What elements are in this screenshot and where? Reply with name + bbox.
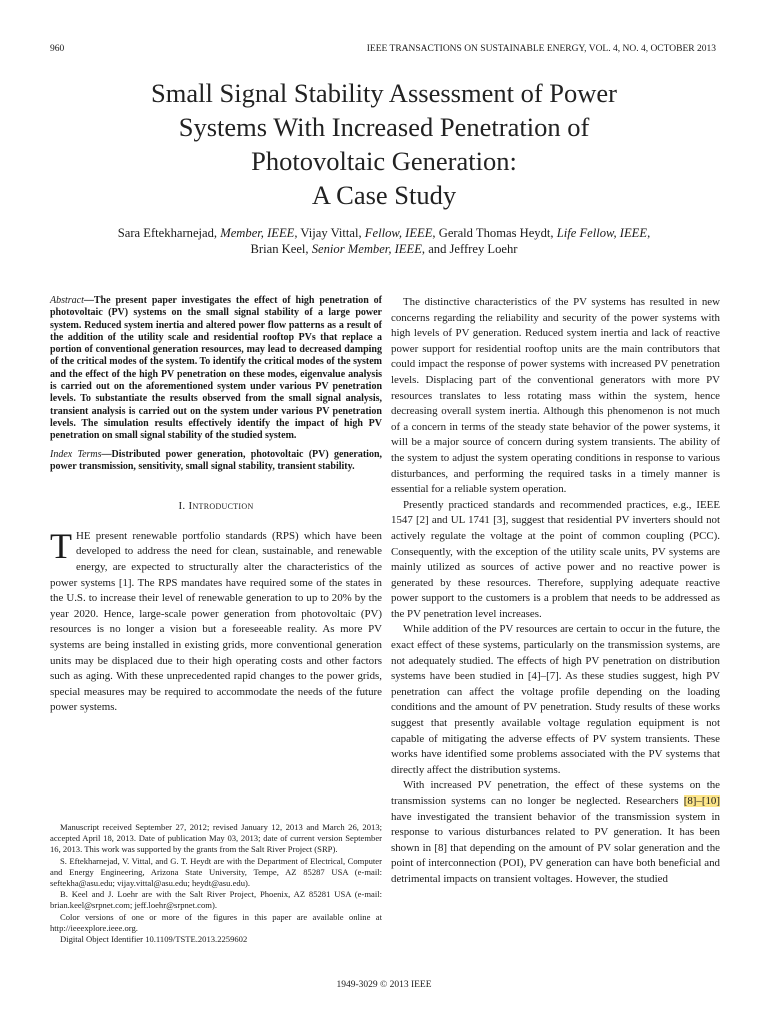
section-title: Introduction [188,500,254,513]
section-number: I. [178,500,189,513]
footnote-block [50,822,382,945]
index-terms-label: Index Terms [50,448,102,460]
footnote: B. Keel and J. Loehr are with the Salt River Project, Phoenix, AZ 85281 USA (e-mail: brian.keel@srpnet.com; jeff.loehr@srpnet.com). [50,889,382,911]
title-line: Small Signal Stability Assessment of Power [151,78,617,108]
body-paragraph: The distinctive characteristics of the PV systems has resulted in new concerns regarding the reliability and security of the power systems with high levels of PV generation. Reduced system inertia and lack of reactive power support for residential rooftop units are the main contributors that could impact the response of power systems with increased PV penetration levels. Displacing part of the conventional generators with more PV resources translates to less rotating mass within the system, hence decreasing overall system inertia. Although this phenomenon is not much of a concern in terms of the steady state behavior of the power systems, it will be a major source of concern during system transients. The ability of the system to adjust the system operating conditions in response to various disturbances, and performing the required tasks in a timely manner is essential for a reliable system operation. [391,296,720,496]
footnote: Manuscript received September 27, 2012; revised January 12, 2013 and March 26, 2013; accepted April 18, 2013. Date of publication May 03, 2013; date of current version September 16, 2013. This work was supported by the grants from the Salt River Project (SRP). [50,822,382,855]
author-role: Senior Member, IEEE [311,242,422,256]
author-role: Member, IEEE [220,226,295,240]
body-text: have investigated the transient behavior of the transmission system in response to various disturbances related to PV generation. It has been shown in [8] that depending on the amount of PV solar generation and the point of interconnection (POI), PV generation can have both beneficial and detrimental impacts on transient voltages. However, the studied [391,810,720,885]
index-terms-text: —Distributed power generation, photovoltaic (PV) generation, power transmission, sensitivity, small signal stability, transient stability. [50,448,383,472]
author-text: Sara Eftekharnejad, [117,226,221,240]
right-column [391,295,720,888]
author-line-2 [50,241,718,257]
drop-cap: T [50,525,72,566]
author-role: Life Fellow, IEEE [556,226,648,240]
abstract-label: Abstract [50,295,84,306]
author-list [50,225,718,257]
highlighted-citation[interactable]: [8]–[10] [683,795,720,807]
journal-header: IEEE TRANSACTIONS ON SUSTAINABLE ENERGY, VOL. 4, NO. 4, OCTOBER 2013 [366,44,716,54]
paper-title [60,76,708,212]
body-text: With increased PV penetration, the effect of these systems on the transmission systems can no longer be neglected. Researchers [391,779,720,807]
footnote: S. Eftekharnejad, V. Vittal, and G. T. Heydt are with the Department of Electrical, Computer and Energy Engineering, Arizona State University, Tempe, AZ 85287 USA (e-mail: seftekha@asu.edu; vijay.vittal@asu.edu; heydt@asu.edu). [50,855,382,889]
title-line: A Case Study [311,180,457,210]
author-text: , [647,226,651,240]
author-role: Fellow, IEEE [364,226,433,240]
section-heading [50,499,382,515]
abstract-text: —The present paper investigates the effect of high penetration of photovoltaic (PV) systems on the small signal stability of a large power system. Reduced system inertia and altered power flow patterns as a result of the addition of the utility scale and residential rooftop PVs that replace a portion of conventional generation resources, may lead to decreased damping of the critical modes of the system. To identify the critical modes of the system and the effect of the high PV penetration on these modes, eigenvalue analysis is carried out on the aforementioned system under various PV penetration levels. To substantiate the results observed from the small signal analysis, transient analysis is carried out on the system under various PV penetration levels. The simulation results effectively identify the impact of high PV penetration on small signal stability of the studied system. [50,295,382,442]
body-paragraph [391,778,720,887]
author-text: , and Jeffrey Loehr [421,242,518,256]
footnote: Color versions of one or more of the figures in this paper are available online at http://ieeexplore.ieee.org. [50,911,382,933]
body-paragraph: Presently practiced standards and recommended practices, e.g., IEEE 1547 [2] and UL 1741 [3], suggest that residential PV inverters should not actively regulate the voltage at the point of common coupling (PCC). Consequently, with the exception of the utility scale units, PV systems are mainly utilized as sources of active power and no reactive power is generated by these resources. Therefore, supplying adequate reactive power support to the customers is a problem that needs to be addressed as the PV penetration level increases. [391,498,720,620]
intro-paragraph [50,525,382,716]
copyright-footer: 1949-3029 © 2013 IEEE [336,980,432,990]
author-line-1 [50,225,718,241]
index-terms [50,449,382,474]
body-paragraph: While addition of the PV resources are certain to occur in the future, the exact effect of these systems, particularly on the transmission systems, are not adequately studied. The effects of high PV penetration on distribution systems have been studied in [4]–[7]. As these studies suggest, high PV penetration can affect the voltage profile depending on the loading conditions and the amount of PV penetration. Study results of these works suggest that presently available voltage regulation equipment is not capable of mitigating the adverse effects of PV system transients. These works have identified some problems associated with the PV systems that directly affect the distribution systems. [391,623,720,776]
title-line: Photovoltaic Generation: [251,146,517,176]
intro-text: HE present renewable portfolio standards (RPS) which have been developed to address the need for clean, sustainable, and renewable energy, are expected to structurally alter the characteristics of the power systems [1]. The RPS mandates have required some of the states in the U.S. to increase their level of renewable generation to up to 20% by the year 2020. Hence, large-scale power generation from photovoltaic (PV) resources is no longer a vision but a foreseeable reality. As more PV systems are being installed in existing grids, more conventional generation units may be displaced due to their high operating costs and other factors such as aging. With these unprecedented rapid changes to the power grids, special measures may be required to accommodate the needs of the future power systems. [50,529,382,714]
author-text: Brian Keel, [250,242,312,256]
author-text: , Gerald Thomas Heydt, [432,226,557,240]
author-text: , Vijay Vittal, [294,226,365,240]
footnote: Digital Object Identifier 10.1109/TSTE.2013.2259602 [60,934,248,945]
page-number: 960 [50,44,65,54]
abstract [50,295,382,443]
title-line: Systems With Increased Penetration of [178,112,590,142]
left-column [50,295,382,716]
